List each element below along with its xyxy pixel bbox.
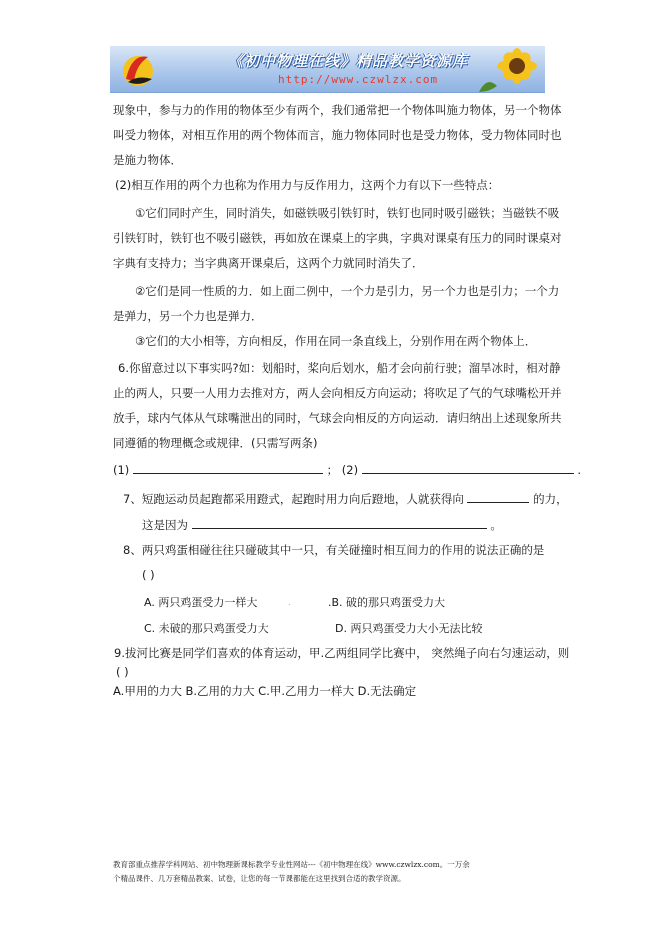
question-8-answer-paren: ( ) bbox=[142, 568, 155, 582]
question-9-answer-paren: ( ) bbox=[116, 665, 129, 679]
question-8-option-d[interactable]: D. 两只鸡蛋受力大小无法比较 bbox=[335, 622, 483, 635]
banner-title: 《初中物理在线》精品教学资源库 bbox=[228, 52, 469, 70]
question-6-line: 放手，球内气体从气球嘴泄出的同时，气球会向相反的方向运动．请归纳出上述现象所共 bbox=[113, 411, 562, 425]
paragraph-line: ②它们是同一性质的力．如上面二例中，一个力是引力，另一个力也是引力；一个力 bbox=[135, 284, 560, 298]
page-footer bbox=[113, 858, 583, 886]
question-7-blank-reason[interactable] bbox=[192, 514, 487, 529]
paragraph-line: 现象中，参与力的作用的物体至少有两个，我们通常把一个物体叫施力物体，另一个物体 bbox=[113, 103, 562, 117]
stray-dot: . bbox=[288, 598, 291, 607]
question-7-text-2: 的力， bbox=[533, 492, 568, 506]
header-banner bbox=[110, 46, 545, 93]
paragraph-line: 引铁钉时，铁钉也不吸引磁铁，再如放在课桌上的字典，字典对课桌有压力的同时课桌对 bbox=[113, 231, 562, 245]
site-logo-icon bbox=[118, 49, 158, 89]
paragraph-line: 是施力物体． bbox=[113, 153, 182, 167]
question-8-option-b[interactable]: .B. 破的那只鸡蛋受力大 bbox=[328, 596, 446, 609]
paragraph-line: 叫受力物体，对相互作用的两个物体而言，施力物体同时也是受力物体，受力物体同时也 bbox=[113, 128, 562, 142]
paragraph-line: (2)相互作用的两个力也称为作用力与反作用力，这两个力有以下一些特点： bbox=[115, 178, 500, 192]
question-7-text: 7、短跑运动员起跑都采用蹬式，起跑时用力向后蹬地，人就获得向 bbox=[123, 492, 464, 506]
question-9-options[interactable]: A.甲用的力大 B.乙用的力大 C.甲.乙用力一样大 D.无法确定 bbox=[113, 684, 417, 698]
answer-1-blank[interactable] bbox=[133, 459, 323, 474]
answer-1-label: (1) bbox=[113, 463, 130, 477]
footer-line-1: 教育部重点推荐学科网站、初中物理新课标教学专业性网站---《初中物理在线》www.czwlzx.com。一万余 bbox=[113, 860, 470, 869]
question-6-line: 止的两人，只要一人用力去推对方，两人会向相反方向运动；将吹足了气的气球嘴松开并 bbox=[113, 386, 562, 400]
question-9-text: 9.拔河比赛是同学们喜欢的体育运动，甲.乙两组同学比赛中， 突然绳子向右匀速运动，则 bbox=[114, 646, 570, 660]
question-7-blank-direction[interactable] bbox=[467, 488, 529, 503]
paragraph-line: 是弹力，另一个力也是弹力． bbox=[113, 309, 263, 323]
answer-end: . bbox=[577, 463, 582, 477]
answer-2-label: (2) bbox=[341, 463, 359, 477]
question-8-option-a[interactable]: A. 两只鸡蛋受力一样大 bbox=[144, 596, 258, 609]
answer-separator: ； bbox=[326, 463, 339, 477]
question-7-end: 。 bbox=[490, 518, 502, 532]
answer-2-blank[interactable] bbox=[362, 459, 574, 474]
question-7-reason-label: 这是因为 bbox=[142, 518, 188, 532]
question-7-line bbox=[123, 487, 568, 512]
question-6-line: 同遵循的物理概念或规律．(只需写两条) bbox=[113, 436, 318, 450]
paragraph-line: 字典有支持力；当字典离开课桌后，这两个力就同时消失了． bbox=[113, 256, 424, 270]
banner-url: http://www.czwlzx.com bbox=[278, 73, 439, 86]
question-6-line: 6.你留意过以下事实吗?如：划船时，桨向后划水，船才会向前行驶；溜旱冰时，相对静 bbox=[118, 361, 561, 375]
footer-line-2: 个精品课件、几万套精品教案、试卷，让您的每一节课都能在这里找到合适的教学资源。 bbox=[113, 874, 406, 883]
question-7-reason-line bbox=[142, 513, 502, 538]
question-8-text: 8、两只鸡蛋相碰往往只碰破其中一只，有关碰撞时相互间力的作用的说法正确的是 bbox=[123, 543, 545, 557]
sunflower-icon bbox=[475, 46, 545, 92]
question-8-option-c[interactable]: C. 未破的那只鸡蛋受力大 bbox=[144, 622, 269, 635]
paragraph-line: ③它们的大小相等，方向相反，作用在同一条直线上，分别作用在两个物体上． bbox=[135, 334, 537, 348]
paragraph-line: ①它们同时产生，同时消失，如磁铁吸引铁钉时，铁钉也同时吸引磁铁；当磁铁不吸 bbox=[135, 206, 560, 220]
question-6-answers bbox=[113, 458, 581, 483]
